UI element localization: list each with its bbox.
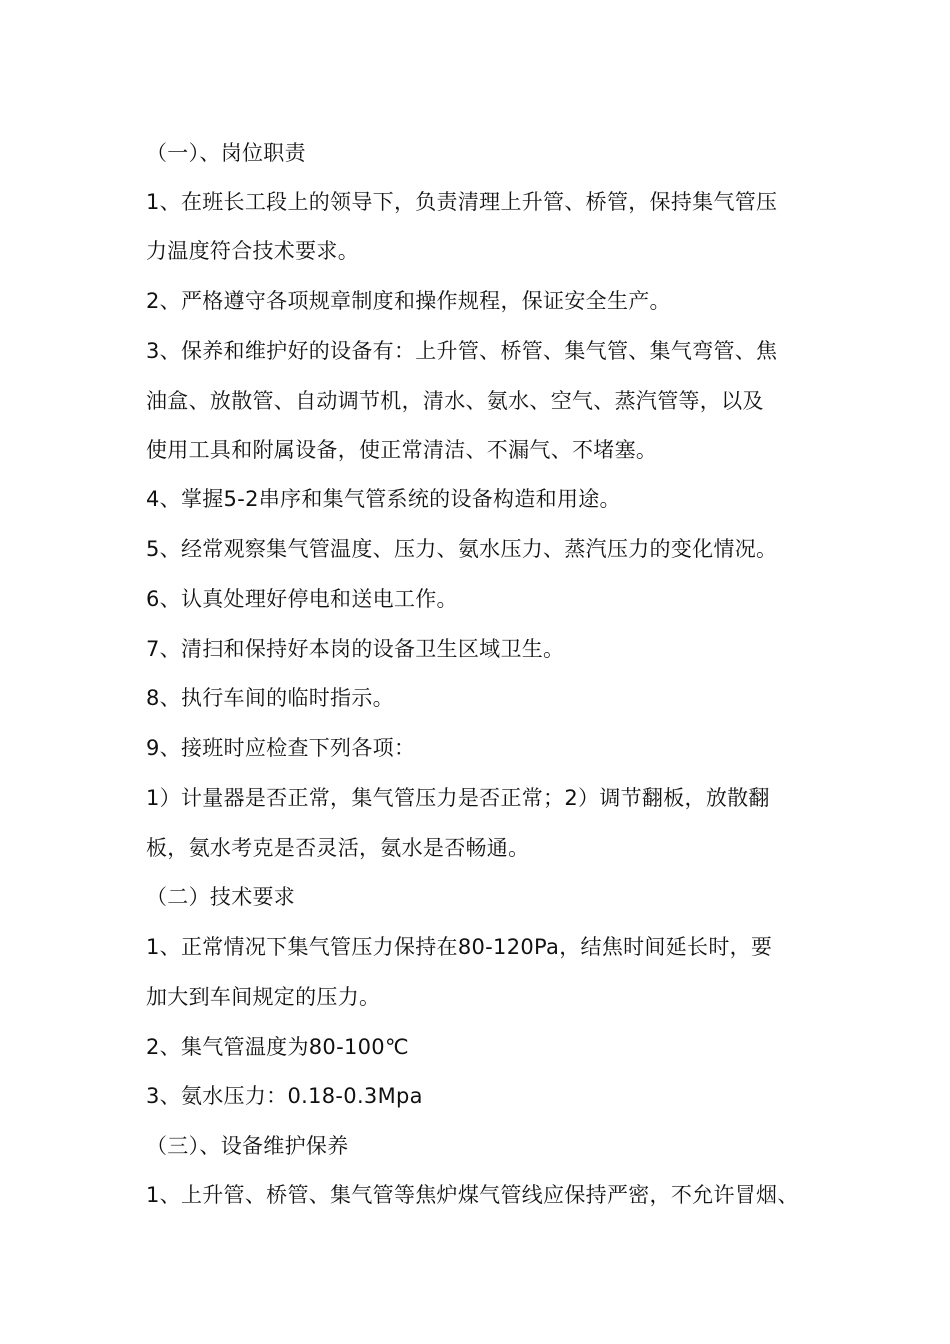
paragraph-line: 3、氨水压力：0.18-0.3Mpa xyxy=(146,1084,423,1108)
paragraph-line: 5、经常观察集气管温度、压力、氨水压力、蒸汽压力的变化情况。 xyxy=(146,537,778,561)
paragraph-line: 加大到车间规定的压力。 xyxy=(146,985,381,1009)
paragraph-line: 力温度符合技术要求。 xyxy=(146,239,359,263)
paragraph-line: 油盒、放散管、自动调节机，清水、氨水、空气、蒸汽管等，以及 xyxy=(146,389,764,413)
section-heading-maintenance: （三）、设备维护保养 xyxy=(146,1134,349,1158)
paragraph-line: 2、集气管温度为80-100℃ xyxy=(146,1035,409,1059)
paragraph-line: 6、认真处理好停电和送电工作。 xyxy=(146,587,458,611)
paragraph-line: 3、保养和维护好的设备有：上升管、桥管、集气管、集气弯管、焦 xyxy=(146,339,778,363)
paragraph-line: 4、掌握5-2串序和集气管系统的设备构造和用途。 xyxy=(146,487,621,511)
paragraph-line: 2、严格遵守各项规章制度和操作规程，保证安全生产。 xyxy=(146,289,671,313)
paragraph-line: 8、执行车间的临时指示。 xyxy=(146,686,394,710)
paragraph-line: 板，氨水考克是否灵活，氨水是否畅通。 xyxy=(146,836,530,860)
paragraph-line: 使用工具和附属设备，使正常清洁、不漏气、不堵塞。 xyxy=(146,438,658,462)
section-heading-duties: （一）、岗位职责 xyxy=(146,141,306,165)
paragraph-line: 1、正常情况下集气管压力保持在80-120Pa，结焦时间延长时，要 xyxy=(146,935,773,959)
paragraph-line: 9、接班时应检查下列各项： xyxy=(146,736,416,760)
paragraph-line: 1）计量器是否正常，集气管压力是否正常；2）调节翻板，放散翻 xyxy=(146,786,770,810)
paragraph-line: 1、在班长工段上的领导下，负责清理上升管、桥管，保持集气管压 xyxy=(146,190,778,214)
paragraph-line: 1、上升管、桥管、集气管等焦炉煤气管线应保持严密，不允许冒烟、 xyxy=(146,1183,799,1207)
paragraph-line: 7、清扫和保持好本岗的设备卫生区域卫生。 xyxy=(146,637,565,661)
section-heading-technical: （二）技术要求 xyxy=(146,885,296,909)
